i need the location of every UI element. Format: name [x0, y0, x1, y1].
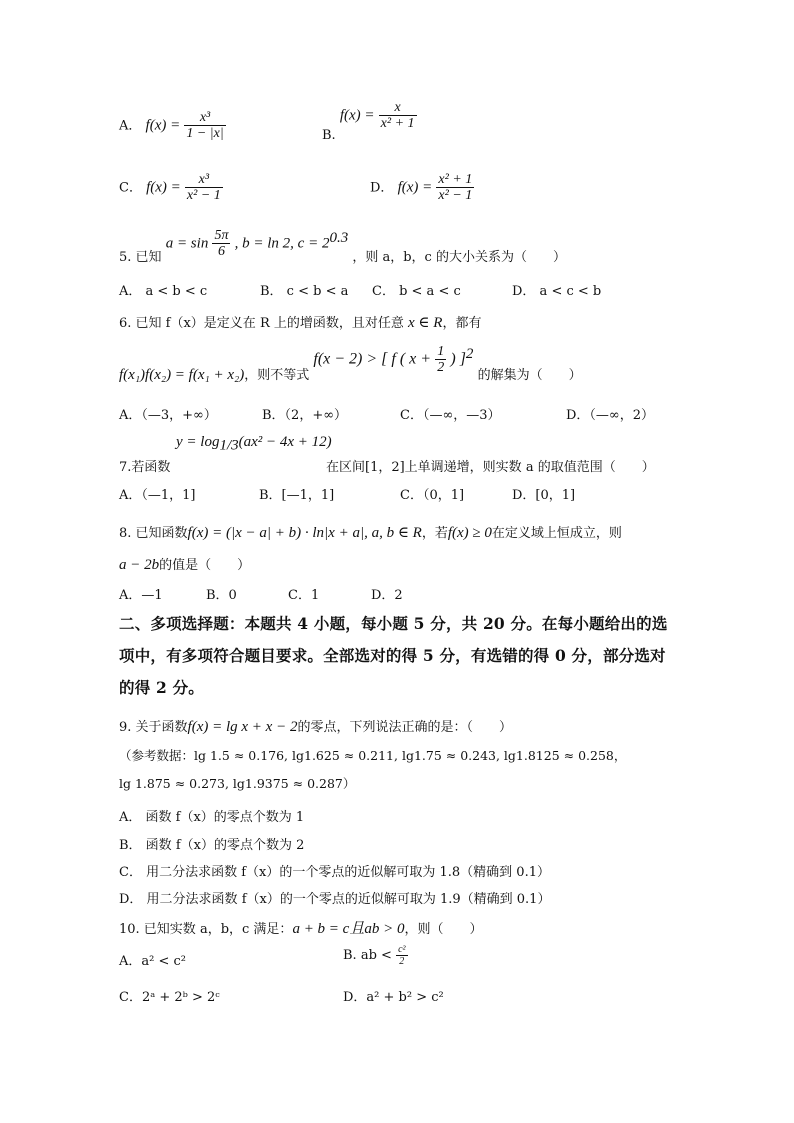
q7-option-b: B．[—1，1]	[259, 488, 335, 503]
q10-option-c: C．2ᵃ + 2ᵇ > 2ᶜ	[119, 990, 220, 1005]
q8-line1: 8. 已知函数f(x) = (|x − a| + b) · ln|x + a|, a, b ∈ R，若f(x) ≥ 0在定义域上恒成立，则	[119, 525, 622, 541]
q4-option-b: B. f(x) = $\frac{x}{\text{x² + 1}}$	[322, 100, 415, 144]
q4-option-d: D． f(x) = $\frac{\text{x² + 1}}{\text{x² − 1}}$	[370, 172, 473, 204]
q7-stem-prefix: 7.若函数	[119, 460, 171, 475]
q7-option-a: A．（—1，1]	[119, 488, 196, 503]
q5-fraction: $\frac{5\pi}{6}$	[214, 228, 229, 260]
section2-heading-line2: 项中，有多项符合题目要求。全部选对的得 5 分，有选错的得 0 分，部分选对	[119, 646, 666, 665]
q10-option-b: B. ab < $\frac{\text{c²}}{2}$	[343, 944, 406, 967]
q9-stem: 9. 关于函数f(x) = lg x + x − 2的零点，下列说法正确的是：（ ）	[119, 719, 512, 735]
q4-option-a: A． f(x) = $\frac{\text{x³}}{1 - |x|}$	[119, 110, 224, 142]
q10-stem: 10. 已知实数 a，b，c 满足：a + b = c且ab > 0，则（ ）	[119, 921, 483, 937]
q10-option-d: D．a² + b² > c²	[343, 990, 444, 1005]
q6-option-b: B．（2，+∞）	[262, 408, 348, 423]
q9-option-b: B． 函数 f（x）的零点个数为 2	[119, 838, 305, 853]
q7-formula: $y = \log_{1/3}(ax^2 - 4x + 12)$	[176, 434, 332, 454]
q4-d-fraction: $\frac{\text{x² + 1}}{\text{x² − 1}}$	[438, 172, 473, 204]
q8-option-a: A．—1	[119, 588, 163, 603]
q9-option-a: A． 函数 f（x）的零点个数为 1	[119, 810, 305, 825]
q8-option-c: C．1	[288, 588, 320, 603]
q4-c-fraction: $\frac{\text{x³}}{\text{x² − 1}}$	[186, 172, 221, 204]
q7-option-c: C．（0，1]	[400, 488, 465, 503]
section2-heading-line3: 的得 2 分。	[119, 678, 204, 697]
q9-option-d: D． 用二分法求函数 f（x）的一个零点的近似解可取为 1.9（精确到 0.1）	[119, 892, 551, 907]
q9-reference-line1: （参考数据：lg 1.5 ≈ 0.176, lg1.625 ≈ 0.211, lg1.75 ≈ 0.243, lg1.8125 ≈ 0.258，	[119, 748, 627, 763]
q9-reference-line2: lg 1.875 ≈ 0.273, lg1.9375 ≈ 0.287）	[119, 776, 356, 791]
q5-option-b: B． c < b < a	[260, 284, 349, 299]
q10-option-a: A．a² < c²	[119, 954, 186, 969]
q10-b-fraction: $\frac{\text{c²}}{2}$	[398, 944, 406, 967]
q8-option-b: B．0	[206, 588, 237, 603]
q6-option-c: C．（—∞，—3）	[400, 408, 501, 423]
q4-option-c: C． f(x) = $\frac{\text{x³}}{\text{x² − 1}}$	[119, 172, 221, 204]
q6-fraction: $\frac{1}{2}$	[437, 344, 445, 376]
q6-line2: f(x₁)f(x₂) = f(x₁ + x₂)，则不等式 f(x − 2) > [ f ( x + $\frac{1}{2}$ ) ]$^2$ 的解集为（ ）	[119, 344, 582, 384]
section2-heading-line1: 二、多项选择题：本题共 4 小题，每小题 5 分，共 20 分。在每小题给出的选	[119, 614, 668, 633]
q6-line1: 6. 已知 f（x）是定义在 R 上的增函数，且对任意 x ∈ R，都有	[119, 315, 482, 331]
q7-stem-suffix: 在区间[1，2]上单调递增，则实数 a 的取值范围（ ）	[326, 460, 655, 475]
q6-option-a: A．（—3，+∞）	[119, 408, 217, 423]
q5-option-c: C． b < a < c	[372, 284, 461, 299]
q5-option-d: D． a < c < b	[512, 284, 602, 299]
q8-line2: a − 2b的值是（ ）	[119, 557, 251, 573]
q8-option-d: D．2	[371, 588, 403, 603]
q5-stem: 5. 已知 a = sin $\frac{5\pi}{6}$ , b = ln 2, $c = 2^{0.3}$ ，则 a，b，c 的大小关系为（ ）	[119, 228, 566, 266]
q7-option-d: D．[0，1]	[512, 488, 576, 503]
q4-a-fraction: $\frac{\text{x³}}{1 - |x|}$	[186, 110, 224, 142]
q4-b-fraction: $\frac{x}{\text{x² + 1}}$	[380, 100, 415, 132]
q6-option-d: D．（—∞，2）	[566, 408, 655, 423]
q5-option-a: A． a < b < c	[119, 284, 208, 299]
q9-option-c: C． 用二分法求函数 f（x）的一个零点的近似解可取为 1.8（精确到 0.1）	[119, 865, 550, 880]
